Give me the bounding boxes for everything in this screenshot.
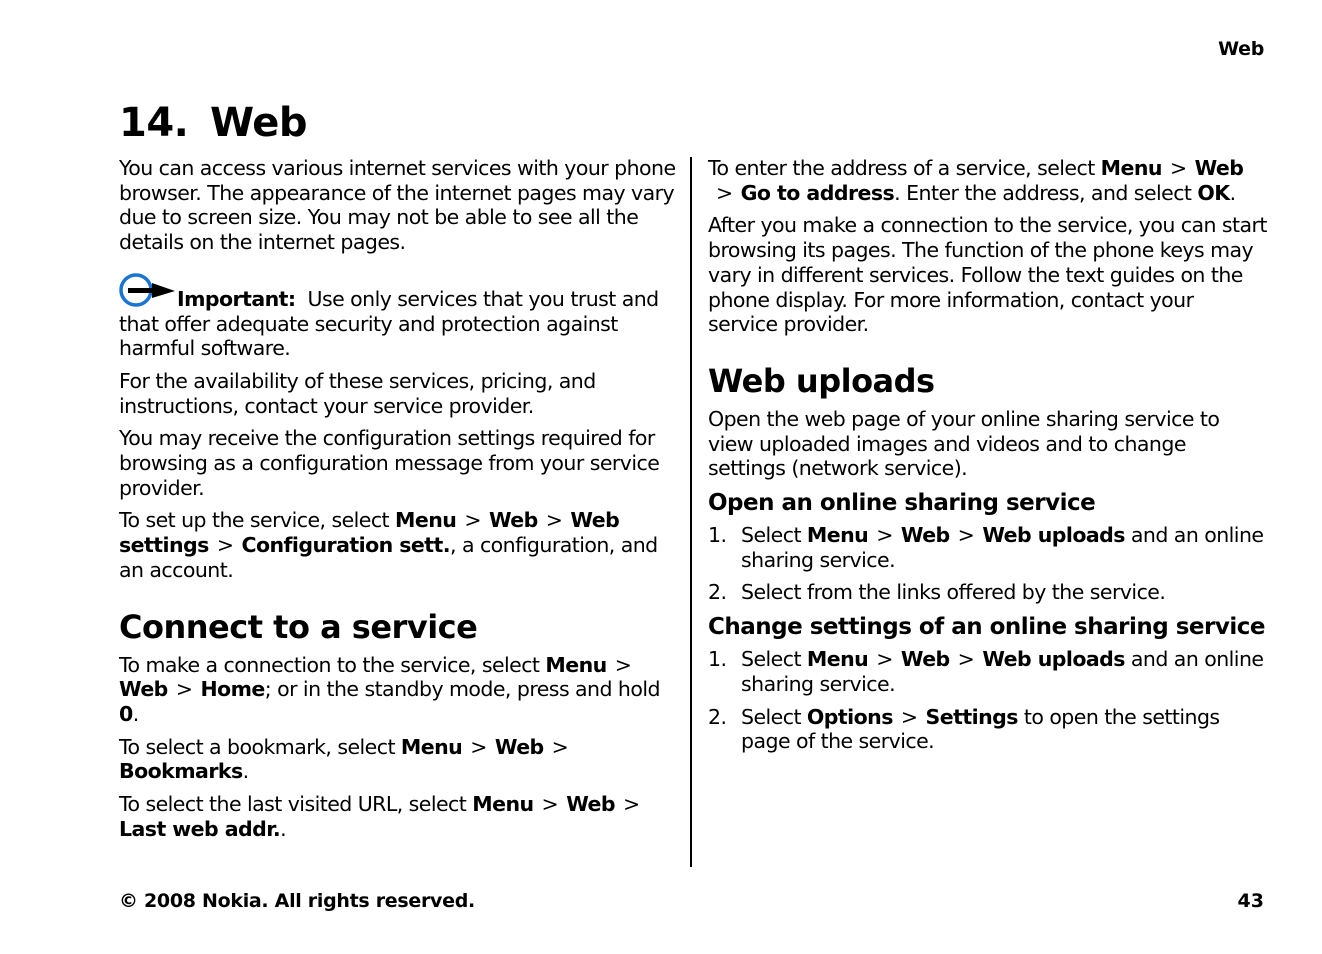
path-separator: > <box>876 523 893 548</box>
path-separator: > <box>175 677 193 702</box>
step-text: Select from the links offered by the service. <box>741 580 1166 605</box>
goto-prefix: To enter the address of a service, select <box>708 156 1101 180</box>
menu-path-menu: Menu <box>545 652 607 677</box>
last-url-paragraph <box>119 792 679 841</box>
connect-prefix: To make a connection to the service, select <box>119 652 546 677</box>
page-number: 43 <box>1237 890 1264 912</box>
menu-path-web: Web <box>119 677 168 702</box>
step-suffix: and an online sharing service. <box>741 523 1264 572</box>
step-number: 2. <box>708 704 727 729</box>
list-item <box>708 705 1268 754</box>
menu-path-menu: Menu <box>1100 156 1162 180</box>
menu-path-web: Web <box>488 508 538 533</box>
menu-path-web: Web <box>900 647 950 672</box>
browsing-paragraph: After you make a connection to the service, you can start browsing its pages. The function of the phone keys may vary in different services. Follow the text guides on the phone display. For more information, contact your service provider. <box>708 213 1267 337</box>
bookmark-end: . <box>242 759 249 784</box>
path-separator: > <box>470 734 487 759</box>
step-prefix: Select <box>741 647 807 672</box>
menu-path-go-to-address: Go to address <box>740 180 895 205</box>
last-url-prefix: To select the last visited URL, select <box>119 792 473 817</box>
step-suffix: to open the settings page of the service. <box>741 704 1220 754</box>
menu-path-menu: Menu <box>400 734 463 759</box>
important-note <box>119 269 679 361</box>
running-head: Web <box>1218 38 1264 60</box>
path-separator: > <box>216 533 234 558</box>
menu-path-options: Options <box>806 704 893 729</box>
important-text: Use only services that you trust and that offer adequate security and protection against harmful software. <box>119 286 659 361</box>
list-item <box>708 523 1268 572</box>
step-suffix: and an online sharing service. <box>741 647 1264 696</box>
bookmark-paragraph <box>119 735 679 784</box>
menu-path-web-uploads: Web uploads <box>982 647 1125 672</box>
step-prefix: Select <box>741 523 807 548</box>
list-item <box>708 647 1268 696</box>
menu-path-menu: Menu <box>472 792 534 817</box>
path-separator: > <box>957 647 975 672</box>
config-message-paragraph: You may receive the configuration settings required for browsing as a configuration message from your service provider. <box>119 426 660 500</box>
menu-path-web: Web <box>494 734 544 759</box>
ok-option: OK <box>1197 180 1230 205</box>
step-number: 1. <box>708 523 727 548</box>
menu-path-config-sett: Configuration sett. <box>241 533 451 558</box>
chapter-title <box>119 98 307 148</box>
path-separator: > <box>551 734 569 759</box>
footer-copyright: © 2008 Nokia. All rights reserved. <box>119 890 475 912</box>
path-separator: > <box>957 523 975 548</box>
path-separator: > <box>614 652 632 677</box>
step-prefix: Select <box>741 704 807 729</box>
chapter-name: Web <box>210 100 307 146</box>
left-column <box>119 156 679 849</box>
path-separator: > <box>541 792 559 817</box>
section-heading-connect: Connect to a service <box>119 607 478 646</box>
list-item <box>708 580 1268 605</box>
uploads-intro: Open the web page of your online sharing service to view uploaded images and videos and to change settings (network service). <box>708 406 1220 481</box>
goto-middle: . Enter the address, and select <box>894 180 1198 205</box>
setup-suffix: , a configuration, and an account. <box>119 533 658 582</box>
path-separator: > <box>900 704 918 729</box>
path-separator: > <box>545 508 563 533</box>
goto-paragraph <box>708 156 1268 205</box>
path-separator: > <box>1169 156 1187 180</box>
bookmark-prefix: To select a bookmark, select <box>119 734 401 759</box>
path-separator: > <box>876 647 893 672</box>
menu-path-web-settings: Web settings <box>119 508 620 558</box>
menu-path-web: Web <box>900 523 950 548</box>
menu-path-web: Web <box>566 792 615 817</box>
key-zero: 0 <box>119 701 133 726</box>
setup-paragraph <box>119 508 679 582</box>
menu-path-menu: Menu <box>806 523 869 548</box>
menu-path-settings: Settings <box>925 704 1018 729</box>
path-separator: > <box>623 792 640 817</box>
connect-paragraph <box>119 653 679 727</box>
right-column <box>708 156 1268 762</box>
path-separator: > <box>716 180 733 205</box>
important-label: Important: <box>177 286 296 311</box>
setup-prefix: To set up the service, select <box>119 508 396 533</box>
menu-path-menu: Menu <box>395 508 457 533</box>
menu-path-home: Home <box>200 677 265 702</box>
menu-path-web: Web <box>1194 156 1244 180</box>
column-divider <box>690 157 692 867</box>
menu-path-last-web-addr: Last web addr. <box>119 816 281 841</box>
step-number: 1. <box>708 647 727 672</box>
menu-path-web-uploads: Web uploads <box>982 523 1125 548</box>
important-note-icon <box>119 269 177 309</box>
subheading-change-settings: Change settings of an online sharing service <box>708 614 1265 641</box>
connect-middle: ; or in the standby mode, press and hold <box>264 677 660 702</box>
menu-path-menu: Menu <box>806 647 869 672</box>
path-separator: > <box>464 508 481 533</box>
subheading-open-sharing: Open an online sharing service <box>708 490 1096 517</box>
change-steps-list <box>708 647 1268 754</box>
last-url-end: . <box>280 816 287 841</box>
availability-paragraph: For the availability of these services, pricing, and instructions, contact your service provider. <box>119 368 596 418</box>
connect-end: . <box>132 701 139 726</box>
open-steps-list <box>708 523 1268 605</box>
intro-paragraph: You can access various internet services with your phone browser. The appearance of the internet pages may vary due to screen size. You may not be able to see all the details on the internet pages. <box>119 156 676 255</box>
chapter-number: 14. <box>119 100 189 146</box>
step-number: 2. <box>708 580 727 605</box>
goto-end: . <box>1229 180 1236 205</box>
section-heading-web-uploads: Web uploads <box>708 361 935 400</box>
menu-path-bookmarks: Bookmarks <box>119 759 243 784</box>
